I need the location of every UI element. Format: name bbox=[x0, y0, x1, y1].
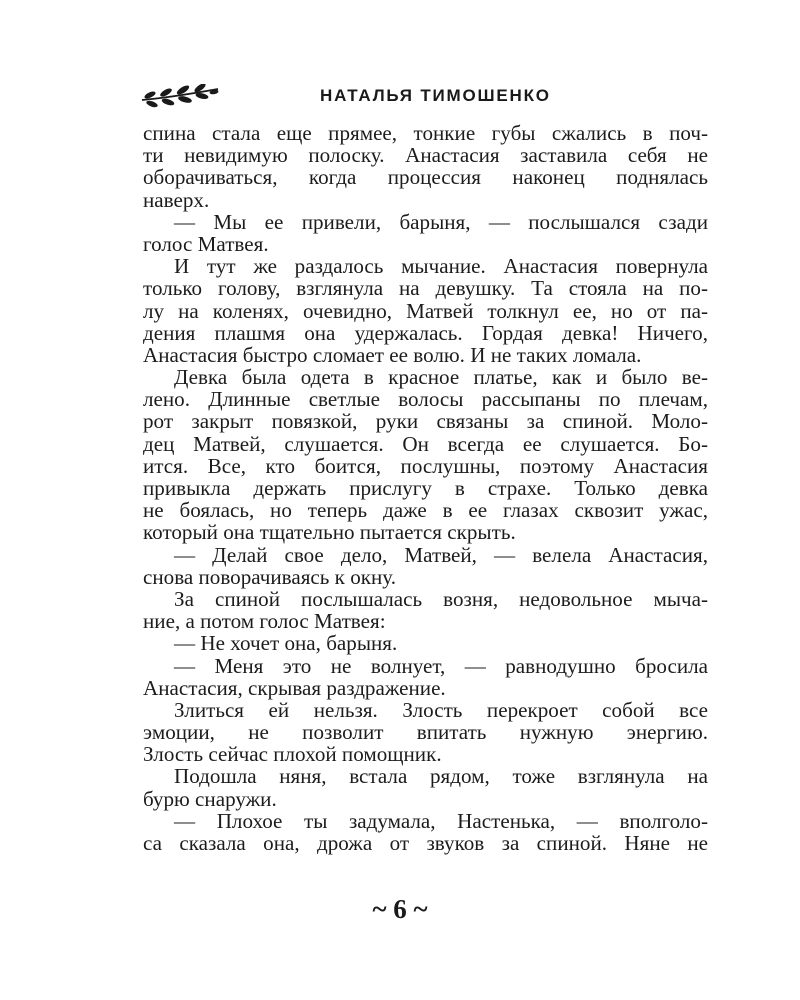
text-line: оборачиваться, когда процессия наконец поднялась bbox=[143, 165, 708, 190]
text-line: не боялась, но теперь даже в ее глазах сквозит ужас, bbox=[143, 498, 708, 523]
text-line: — Меня это не волнует, — равнодушно бросила bbox=[174, 653, 708, 678]
text-line: дец Матвей, слушается. Он всегда ее слушается. Бо- bbox=[143, 431, 708, 456]
text-line: ние, а потом голос Матвея: bbox=[143, 609, 386, 634]
text-line: спина стала еще прямее, тонкие губы сжались в поч- bbox=[143, 121, 708, 145]
text-line: дения плашмя она удержалась. Гордая девка! Ничего, bbox=[143, 320, 708, 345]
text-line: лу на коленях, очевидно, Матвей толкнул ее, но от па- bbox=[143, 298, 708, 323]
text-line: эмоции, не позволит впитать нужную энергию. bbox=[143, 720, 708, 745]
text-line: Анастасия, скрывая раздражение. bbox=[143, 675, 446, 700]
text-line: наверх. bbox=[143, 187, 210, 212]
text-line: лено. Длинные светлые волосы рассыпаны по плечам, bbox=[143, 387, 708, 412]
text-line: Злиться ей нельзя. Злость перекроет собой все bbox=[174, 697, 708, 722]
running-header bbox=[140, 80, 705, 116]
text-line: Подошла няня, встала рядом, тоже взглянула на bbox=[174, 764, 708, 789]
text-line: снова поворачиваясь к окну. bbox=[143, 564, 396, 589]
text-line: Девка была одета в красное платье, как и было ве- bbox=[174, 365, 708, 390]
text-line: рот закрыт повязкой, руки связаны за спиной. Моло- bbox=[143, 409, 708, 434]
text-line: который она тщательно пытается скрыть. bbox=[143, 520, 516, 545]
text-line: Злость сейчас плохой помощник. bbox=[143, 742, 442, 767]
text-line: са сказала она, дрожа от звуков за спиной. Няне не bbox=[143, 831, 708, 855]
running-title: НАТАЛЬЯ ТИМОШЕНКО bbox=[320, 86, 551, 105]
page-number: ~ 6 ~ bbox=[372, 894, 428, 924]
text-line: — Не хочет она, барыня. bbox=[174, 631, 398, 656]
text-line: — Делай свое дело, Матвей, — велела Анастасия, bbox=[174, 542, 708, 567]
text-line: За спиной послышалась возня, недовольное мыча- bbox=[174, 586, 708, 611]
text-line: ти невидимую полоску. Анастасия заставила себя не bbox=[143, 143, 708, 168]
laurel-branch-icon bbox=[140, 84, 220, 110]
text-line: Анастасия быстро сломает ее волю. И не таких ломала. bbox=[143, 342, 642, 367]
text-line: голос Матвея. bbox=[143, 231, 269, 256]
text-line: И тут же раздалось мычание. Анастасия повернула bbox=[174, 254, 708, 279]
body-text bbox=[143, 122, 708, 854]
text-line: только голову, взглянула на девушку. Та стояла на по- bbox=[143, 276, 708, 301]
text-line: — Мы ее привели, барыня, — послышался сзади bbox=[174, 209, 708, 234]
text-line: привыкла держать прислугу в страхе. Только девка bbox=[143, 476, 708, 500]
text-line: ится. Все, кто боится, послушны, поэтому Анастасия bbox=[143, 453, 708, 478]
text-line: бурю снаружи. bbox=[143, 786, 277, 811]
text-line: — Плохое ты задумала, Настенька, — вполголо- bbox=[174, 808, 708, 833]
